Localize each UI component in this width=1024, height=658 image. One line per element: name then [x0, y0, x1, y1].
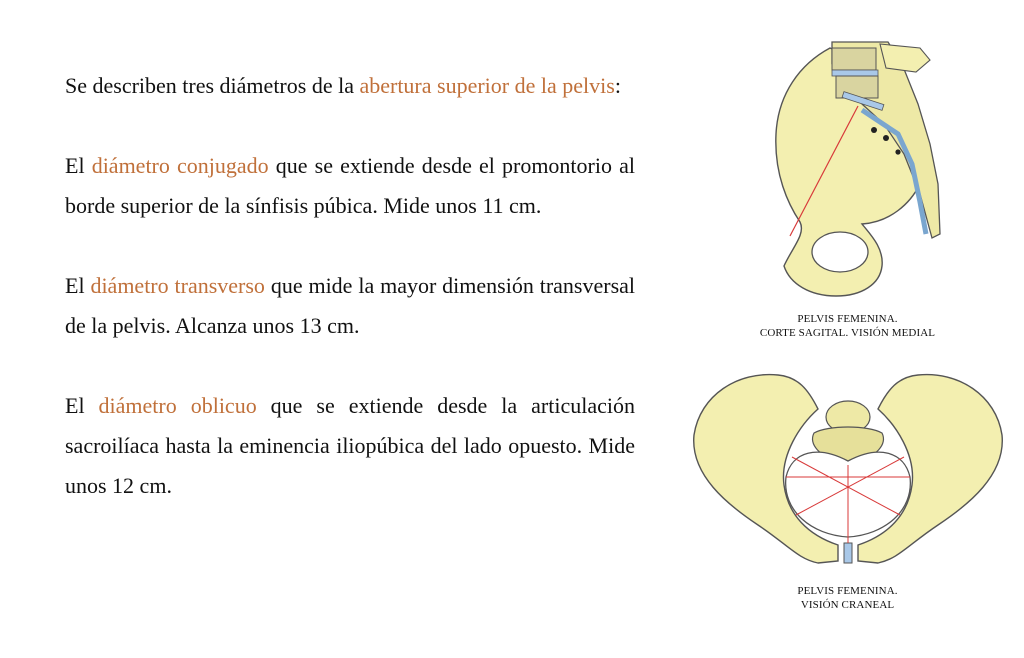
- cranial-caption: [730, 584, 965, 612]
- paragraph-oblique-diameter: [65, 386, 635, 506]
- intro-highlight: abertura superior de la pelvis: [359, 73, 615, 98]
- pelvis-sagittal-illustration: [770, 34, 950, 304]
- paragraph-after: que se extiende desde la articulación sacroilíaca hasta la eminencia iliopúbica del lado opuesto. Mide unos 12 cm.: [65, 393, 635, 498]
- paragraph-highlight: diámetro conjugado: [91, 153, 269, 178]
- paragraph-before: El: [65, 153, 92, 178]
- intro-paragraph: [65, 66, 635, 106]
- paragraph-before: El: [65, 273, 91, 298]
- paragraph-after: que mide la mayor dimensión transversal de la pelvis. Alcanza unos 13 cm.: [65, 273, 636, 338]
- pubic-symphysis: [844, 543, 852, 563]
- paragraph-conjugate-diameter: [65, 146, 635, 226]
- intro-after: :: [614, 73, 621, 98]
- intro-before: Se describen tres diámetros de la: [65, 73, 360, 98]
- vertebra-s1: [836, 76, 878, 98]
- paragraph-highlight: diámetro oblicuo: [98, 393, 257, 418]
- caption-line: PELVIS FEMENINA.: [797, 585, 898, 597]
- intervertebral-disc: [832, 70, 878, 76]
- paragraph-before: El: [65, 393, 99, 418]
- sagittal-caption: [730, 312, 965, 340]
- paragraph-highlight: diámetro transverso: [90, 273, 265, 298]
- obturator-foramen: [812, 232, 868, 272]
- paragraph-after: que se extiende desde el promontorio al borde superior de la sínfisis púbica. Mide unos 11 cm.: [65, 153, 635, 218]
- text-column: [65, 66, 635, 546]
- caption-line: VISIÓN CRANEAL: [800, 599, 895, 611]
- vertebra-l5: [832, 48, 876, 70]
- pelvis-cranial-illustration: [688, 365, 1008, 575]
- caption-line: CORTE SAGITAL. VISIÓN MEDIAL: [759, 327, 936, 339]
- paragraph-transverse-diameter: [65, 266, 635, 346]
- caption-line: PELVIS FEMENINA.: [797, 313, 898, 325]
- spinous-process: [880, 44, 930, 72]
